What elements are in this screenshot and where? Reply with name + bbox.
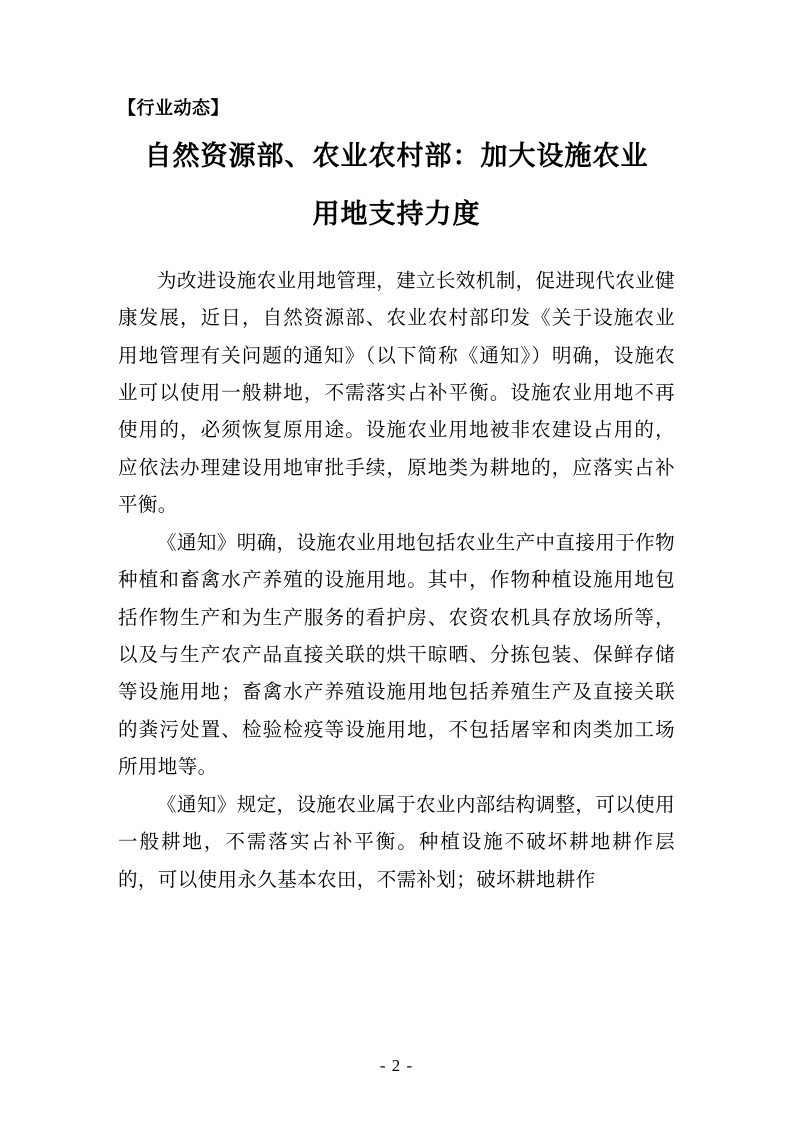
body-paragraph: 为改进设施农业用地管理，建立长效机制，促进现代农业健康发展，近日，自然资源部、农业农村部印发《关于设施农业用地管理有关问题的通知》（以下简称《通知》）明确，设施农业可以使用一般耕地，不需落实占补平衡。设施农业用地不再使用的，必须恢复原用途。设施农业用地被非农建设占用的，应依法办理建设用地审批手续，原地类为耕地的，应落实占补平衡。: [118, 270, 675, 517]
document-body: [118, 263, 675, 899]
page-number: - 2 -: [379, 1056, 414, 1075]
body-paragraph: 《通知》明确，设施农业用地包括农业生产中直接用于作物种植和畜禽水产养殖的设施用地。其中，作物种植设施用地包括作物生产和为生产服务的看护房、农资农机具存放场所等，以及与生产农产品直接关联的烘干晾晒、分拣包装、保鲜存储等设施用地；畜禽水产养殖设施用地包括养殖生产及直接关联的粪污处置、检验检疫等设施用地，不包括屠宰和肉类加工场所用地等。: [118, 532, 675, 779]
page-title-line-1: 自然资源部、农业农村部：加大设施农业: [144, 141, 649, 172]
page-title-line-2: 用地支持力度: [312, 198, 481, 229]
page-title: [118, 135, 675, 236]
body-paragraph: 《通知》规定，设施农业属于农业内部结构调整，可以使用一般耕地，不需落实占补平衡。种植设施不破坏耕地耕作层的，可以使用永久基本农田，不需补划；破坏耕地耕作: [118, 794, 675, 891]
category-tag: 【行业动态】: [118, 98, 229, 118]
